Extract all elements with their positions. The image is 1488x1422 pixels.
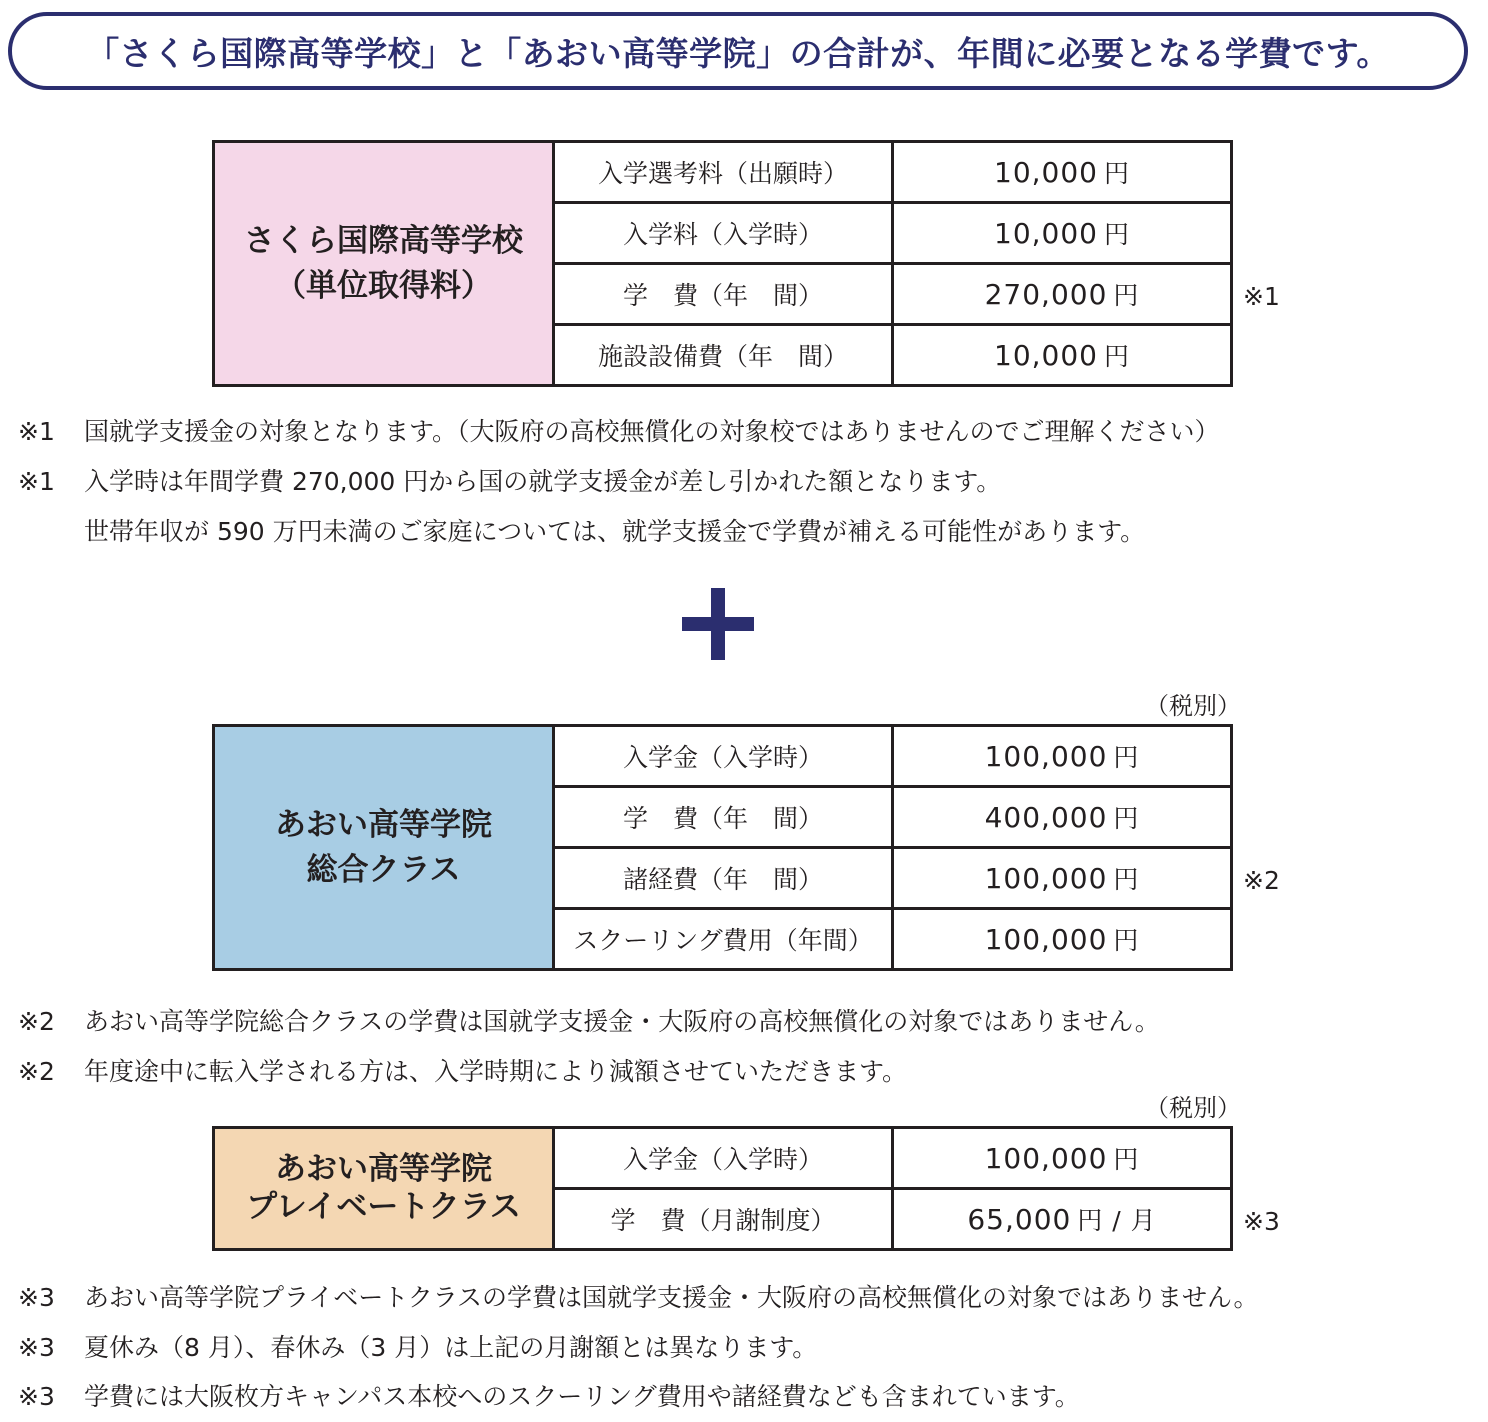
school-name-line2: （単位取得料）: [275, 267, 492, 304]
footnote: ※3 学費には大阪枚方キャンパス本校へのスクーリング費用や諸経費なども含まれています。: [18, 1382, 1080, 1411]
footnote-mark: ※2: [1243, 866, 1280, 895]
footnote: ※3 あおい高等学院プライベートクラスの学費は国就学支援金・大阪府の高校無償化の対象ではありません。: [18, 1283, 1259, 1312]
aoi-general-name: [214, 726, 554, 970]
footnote: ※2 あおい高等学院総合クラスの学費は国就学支援金・大阪府の高校無償化の対象ではありません。: [18, 1007, 1160, 1036]
school-name-line1: さくら国際高等学校: [244, 222, 523, 259]
fee-item: 学 費（年 間）: [554, 787, 893, 848]
fee-item: スクーリング費用（年間）: [554, 909, 893, 970]
fee-amount: 100,000 円: [893, 726, 1232, 787]
tax-label: （税別）: [1145, 692, 1241, 720]
aoi-private-fee-table: [212, 1126, 1233, 1251]
fee-item: 学 費（年 間）: [554, 264, 893, 325]
sakura-fee-table: [212, 140, 1233, 387]
school-name-line1: あおい高等学院: [275, 806, 492, 843]
fee-item: 入学金（入学時）: [554, 726, 893, 787]
plus-icon: [682, 588, 754, 660]
footnote: ※3 夏休み（8 月）、春休み（3 月）は上記の月謝額とは異なります。: [18, 1333, 818, 1362]
fee-amount: 10,000 円: [893, 203, 1232, 264]
fee-amount: 270,000 円: [893, 264, 1232, 325]
footnote-mark: ※1: [1243, 282, 1280, 311]
footnote: ※2 年度途中に転入学される方は、入学時期により減額させていただきます。: [18, 1057, 908, 1086]
fee-item: 施設設備費（年 間）: [554, 325, 893, 386]
fee-item: 入学金（入学時）: [554, 1128, 893, 1189]
footnote: ※1 入学時は年間学費 270,000 円から国の就学支援金が差し引かれた額となります。: [18, 467, 1002, 496]
tax-label: （税別）: [1145, 1094, 1241, 1122]
fee-amount: 65,000 円 / 月: [893, 1189, 1232, 1250]
fee-item: 諸経費（年 間）: [554, 848, 893, 909]
sakura-school-name: [214, 142, 554, 386]
fee-item: 入学選考料（出願時）: [554, 142, 893, 203]
fee-amount: 10,000 円: [893, 142, 1232, 203]
fee-amount: 100,000 円: [893, 909, 1232, 970]
aoi-private-name: [214, 1128, 554, 1250]
fee-amount: 10,000 円: [893, 325, 1232, 386]
school-name-line1: あおい高等学院: [275, 1151, 492, 1188]
summary-banner: 「さくら国際高等学校」と「あおい高等学院」の合計が、年間に必要となる学費です。: [8, 12, 1468, 90]
footnote: ※1 国就学支援金の対象となります。（大阪府の高校無償化の対象校ではありませんのでご理解ください）: [18, 417, 1220, 446]
fee-item: 学 費（月謝制度）: [554, 1189, 893, 1250]
fee-amount: 100,000 円: [893, 1128, 1232, 1189]
fee-item: 入学料（入学時）: [554, 203, 893, 264]
school-name-line2: プレイベートクラス: [246, 1188, 521, 1225]
fee-amount: 400,000 円: [893, 787, 1232, 848]
footnote-mark: ※3: [1243, 1207, 1280, 1236]
school-name-line2: 総合クラス: [306, 851, 461, 888]
fee-amount: 100,000 円: [893, 848, 1232, 909]
aoi-general-fee-table: [212, 724, 1233, 971]
footnote: 世帯年収が 590 万円未満のご家庭については、就学支援金で学費が補える可能性があります。: [84, 517, 1146, 546]
